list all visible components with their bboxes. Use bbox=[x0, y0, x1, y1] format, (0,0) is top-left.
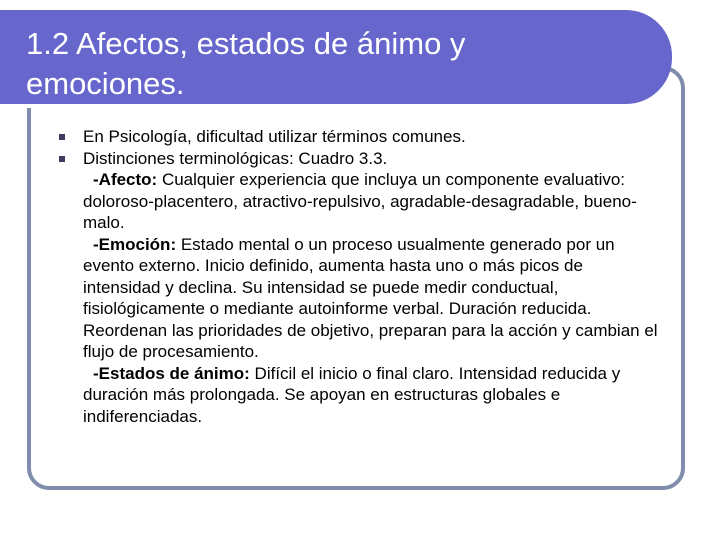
definition-estados-animo bbox=[83, 363, 663, 428]
title-bar bbox=[0, 10, 672, 104]
definition-term: -Estados de ánimo: bbox=[93, 363, 250, 383]
bullet-item bbox=[83, 126, 663, 148]
square-bullet-icon bbox=[59, 134, 65, 140]
definition-afecto bbox=[83, 169, 663, 234]
slide-content bbox=[83, 126, 663, 427]
slide-title: 1.2 Afectos, estados de ánimo y emociones. bbox=[26, 26, 466, 101]
bullet-text: En Psicología, dificultad utilizar términos comunes. bbox=[83, 127, 466, 146]
definition-text: Difícil el inicio o final claro. Intensidad reducida y duración más prolongada. Se apoyan en estructuras globales e indiferenciadas. bbox=[83, 363, 621, 426]
bullet-item bbox=[83, 148, 663, 170]
definition-text: Estado mental o un proceso usualmente generado por un evento externo. Inicio definido, aumenta hasta uno o más picos de intensidad y declina. Su intensidad se puede medir conductual, fisiológicamente o mediante autoinforme verbal. Duración reducida. Reordenan las prioridades de objetivo, preparan para la acción y cambian el flujo de procesamiento. bbox=[83, 234, 658, 361]
bullet-text: Distinciones terminológicas: Cuadro 3.3. bbox=[83, 148, 388, 168]
definition-emocion bbox=[83, 234, 663, 363]
definition-term: -Afecto: bbox=[93, 170, 158, 189]
definition-text: Cualquier experiencia que incluya un componente evaluativo: doloroso-placentero, atractivo-repulsivo, agradable-desagradable, bueno-malo. bbox=[83, 170, 637, 232]
title-underline bbox=[0, 104, 636, 108]
square-bullet-icon bbox=[59, 156, 65, 162]
definition-term: -Emoción: bbox=[93, 234, 177, 254]
